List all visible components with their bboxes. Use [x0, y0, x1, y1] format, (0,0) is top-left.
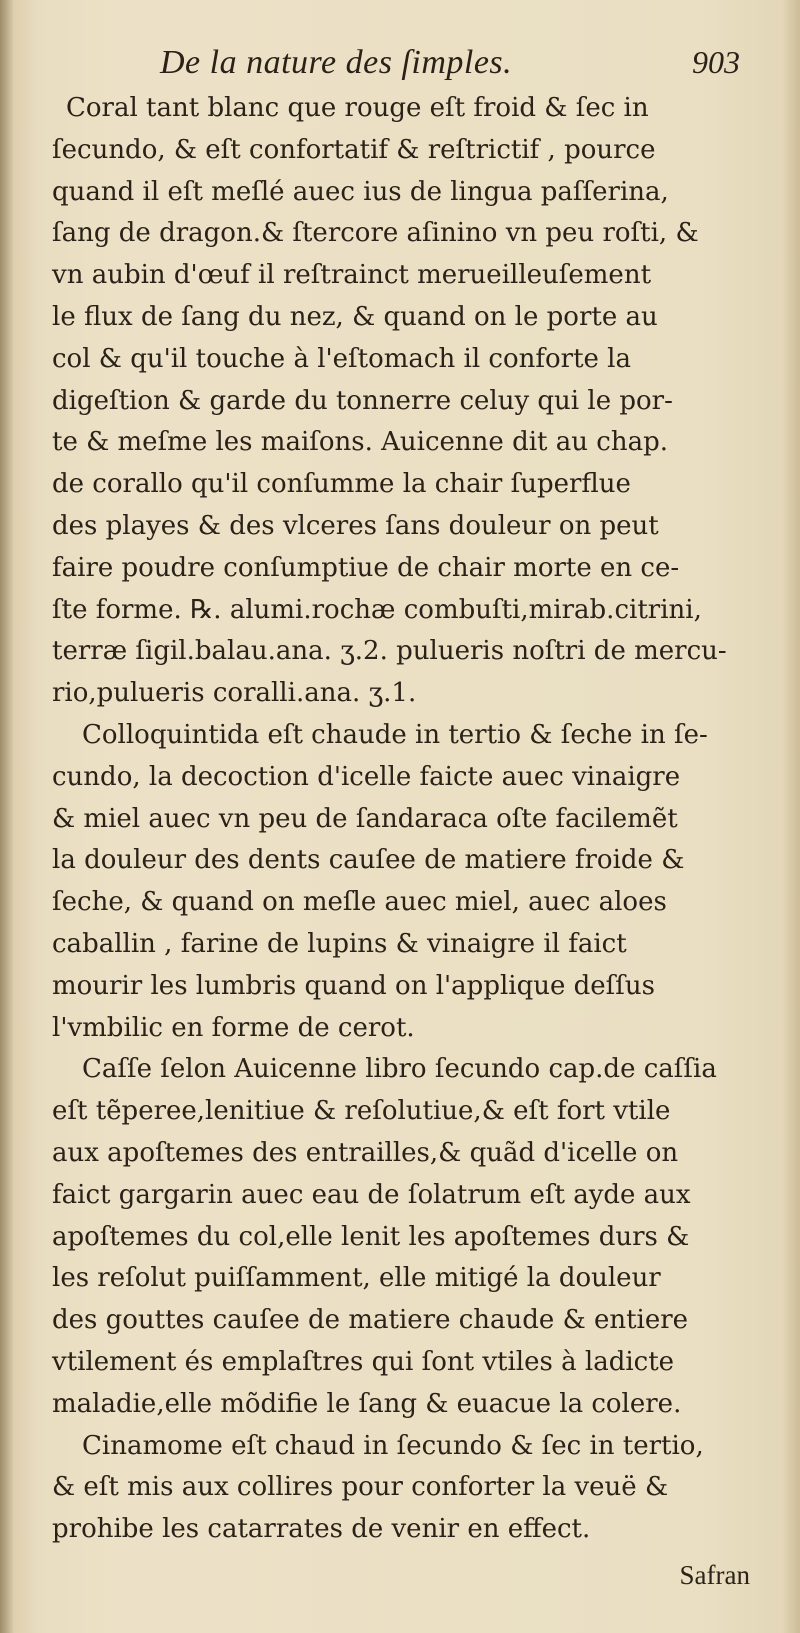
page-edge [782, 0, 800, 1633]
text-line: ſte forme. ℞. alumi.rochæ combuſti,mirab.citrini, [52, 594, 702, 625]
text-line: ſeche, & quand on meſle auec miel, auec aloes [52, 887, 667, 918]
text-line: les reſolut puiſſamment, elle mitigé la douleur [52, 1263, 661, 1294]
text-line: prohibe les catarrates de venir en effect. [52, 1514, 591, 1545]
text-line: & miel auec vn peu de ſandaraca oſte facilemẽt [52, 803, 678, 834]
text-line: ſecundo, & eſt confortatif & reſtrictif , pource [52, 134, 656, 165]
text-line: Caſſe ſelon Auicenne libro ſecundo cap.de caſſia [82, 1054, 717, 1085]
text-line: des playes & des vlceres ſans douleur on peut [52, 510, 659, 541]
text-line: la douleur des dents cauſee de matiere froide & [52, 845, 685, 876]
page-number: 903 [692, 44, 740, 80]
text-line: vtilement és emplaſtres qui ſont vtiles à ladicte [52, 1346, 675, 1377]
text-line: Colloquintida eſt chaude in tertio & ſeche in ſe- [82, 719, 708, 750]
text-line: aux apoſtemes des entrailles,& quãd d'icelle on [52, 1137, 679, 1168]
page-header [60, 44, 740, 84]
text-line: apoſtemes du col,elle lenit les apoſtemes durs & [52, 1221, 690, 1252]
body-text [52, 88, 742, 1551]
text-line: de corallo qu'il conſumme la chair ſuperflue [52, 469, 631, 500]
text-line: ſang de dragon.& ſtercore aſinino vn peu roſti, & [52, 218, 699, 249]
text-line: vn aubin d'œuf il reſtrainct merueilleuſement [52, 260, 652, 291]
text-line: rio,pulueris coralli.ana. ʒ.1. [52, 678, 417, 709]
running-title: De la nature des ſimples. [160, 44, 513, 81]
text-line: cundo, la decoction d'icelle faicte auec vinaigre [52, 761, 681, 792]
text-line: Coral tant blanc que rouge eſt froid & ſec in [66, 93, 649, 123]
text-line: l'vmbilic en forme de cerot. [52, 1012, 415, 1043]
catchword: Safran [679, 1560, 750, 1590]
text-line: Cinamome eſt chaud in ſecundo & ſec in tertio, [82, 1430, 704, 1461]
text-line: des gouttes cauſee de matiere chaude & entiere [52, 1305, 689, 1336]
text-line: maladie,elle mõdifie le ſang & euacue la colere. [52, 1388, 682, 1419]
text-line: col & qu'il touche à l'eſtomach il conforte la [52, 343, 631, 374]
text-line: terræ ſigil.balau.ana. ʒ.2. pulueris noſtri de mercu- [52, 636, 727, 667]
gutter-shadow [0, 0, 14, 1633]
text-line: & eſt mis aux collires pour conforter la veuë & [52, 1472, 669, 1503]
text-line: quand il eſt meſlé auec ius de lingua paſſerina, [52, 176, 669, 207]
text-line: caballin , farine de lupins & vinaigre il faict [52, 928, 627, 959]
text-line: te & meſme les maiſons. Auicenne dit au chap. [52, 427, 668, 458]
text-line: eſt tẽperee,lenitiue & reſolutiue,& eſt fort vtile [52, 1096, 671, 1127]
text-line: faire poudre conſumptiue de chair morte en ce- [52, 552, 680, 583]
text-line: mourir les lumbris quand on l'applique deſſus [52, 970, 656, 1001]
text-line: digeſtion & garde du tonnerre celuy qui le por- [52, 385, 673, 416]
text-line: faict gargarin auec eau de ſolatrum eſt ayde aux [52, 1179, 691, 1210]
text-line: le flux de ſang du nez, & quand on le porte au [52, 301, 658, 332]
